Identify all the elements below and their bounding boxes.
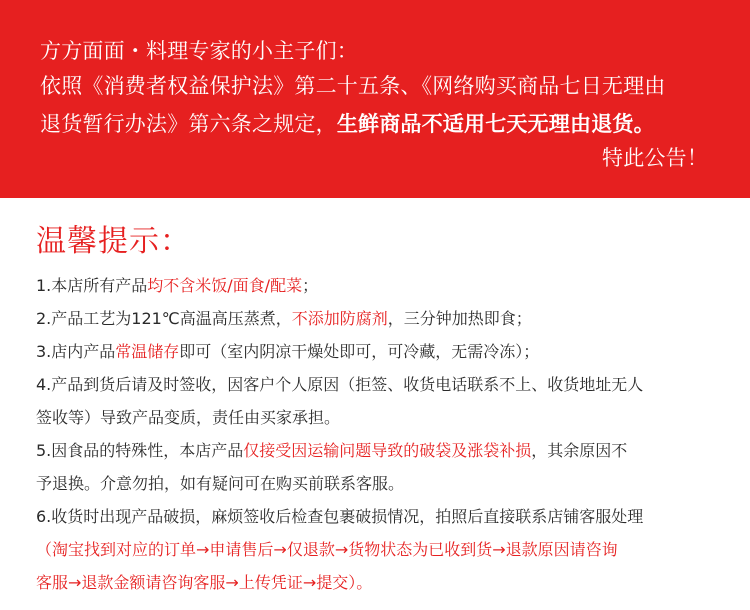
tip-3 bbox=[36, 339, 726, 372]
tip-1-text-c: ； bbox=[302, 276, 319, 295]
notice-rule-line bbox=[40, 110, 655, 138]
tip-2-text-a: 2.产品工艺为121℃高温高压蒸煮， bbox=[36, 309, 292, 328]
tip-1-text-a: 1.本店所有产品 bbox=[36, 276, 148, 295]
tip-6-line-3: 客服→退款金额请咨询客服→上传凭证→提交）。 bbox=[36, 573, 373, 592]
notice-closing: 特此公告！ bbox=[602, 146, 708, 170]
tip-2-highlight: 不添加防腐剂 bbox=[291, 309, 388, 328]
tips-title: 温馨提示： bbox=[36, 224, 191, 259]
tip-1-highlight: 均不含米饭/面食/配菜 bbox=[147, 276, 303, 295]
tip-5-line-2: 予退换。介意勿拍，如有疑问可在购买前联系客服。 bbox=[36, 474, 405, 493]
notice-rule-plain: 退货暂行办法》第六条之规定， bbox=[40, 112, 337, 136]
tip-5-line-1 bbox=[36, 438, 726, 471]
tip-4-line-2: 签收等）导致产品变质，责任由买家承担。 bbox=[36, 408, 341, 427]
tip-6-line-2: （淘宝找到对应的订单→申请售后→仅退款→货物状态为已收到货→退款原因请咨询 bbox=[36, 540, 618, 559]
tip-2 bbox=[36, 306, 726, 339]
tip-2-text-c: ，三分钟加热即食； bbox=[387, 309, 532, 328]
tips-list bbox=[36, 273, 726, 603]
tip-6-line-1: 6.收货时出现产品破损，麻烦签收后检查包裹破损情况，拍照后直接联系店铺客服处理 bbox=[36, 507, 644, 526]
tip-5-highlight: 仅接受因运输问题导致的破袋及涨袋补损 bbox=[243, 441, 532, 460]
notice-greeting: 方方面面・料理专家的小主子们： bbox=[40, 39, 358, 63]
tip-5-text-c: ，其余原因不 bbox=[531, 441, 628, 460]
tip-3-text-a: 3.店内产品 bbox=[36, 342, 116, 361]
notice-banner bbox=[0, 0, 750, 198]
notice-rule-emphasis: 生鲜商品不适用七天无理由退货。 bbox=[336, 112, 655, 136]
tip-4-line-1: 4.产品到货后请及时签收，因客户个人原因（拒签、收货电话联系不上、收货地址无人 bbox=[36, 375, 644, 394]
tip-1 bbox=[36, 273, 726, 306]
tip-3-highlight: 常温储存 bbox=[115, 342, 180, 361]
tip-5-text-a: 5.因食品的特殊性，本店产品 bbox=[36, 441, 244, 460]
tip-3-text-c: 即可（室内阴凉干燥处即可，可冷藏，无需冷冻）； bbox=[179, 342, 540, 361]
notice-law-line: 依照《消费者权益保护法》第二十五条、《网络购买商品七日无理由 bbox=[40, 74, 666, 98]
